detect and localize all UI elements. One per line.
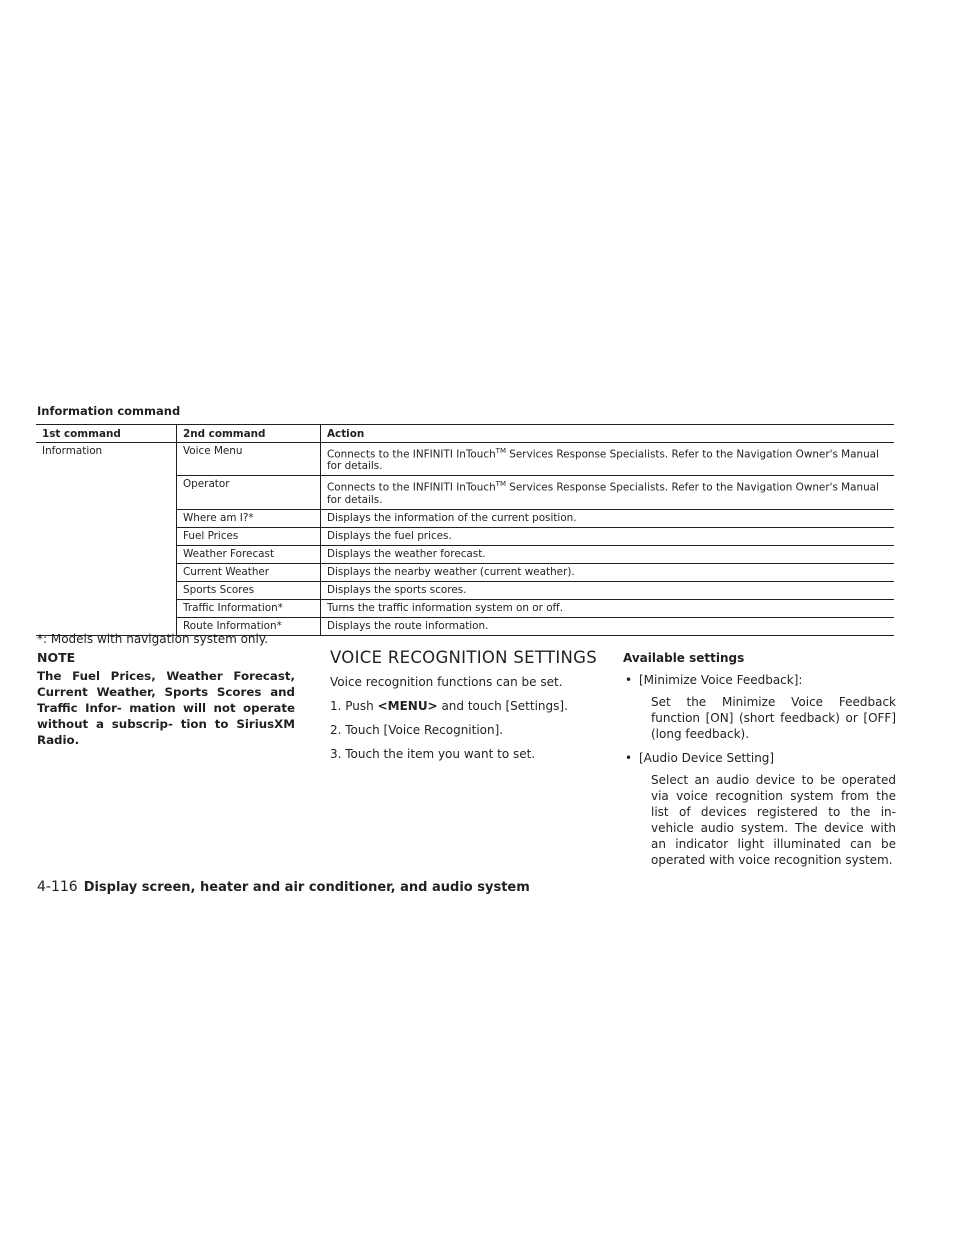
setting-item	[623, 750, 896, 766]
voice-settings-intro: Voice recognition functions can be set.	[330, 675, 563, 689]
action-cell: Displays the information of the current position.	[321, 509, 895, 527]
page-number: 4-116	[37, 879, 78, 895]
second-command-cell: Current Weather	[177, 563, 321, 581]
command-table	[36, 424, 894, 636]
action-cell: Displays the sports scores.	[321, 581, 895, 599]
table-header-row	[36, 425, 894, 443]
setting-description: Select an audio device to be operated via voice recognition system from the list of devices registered to the in-vehicle audio system. The device with an indicator light illuminated can be operated with voice recognition system.	[651, 773, 896, 867]
available-settings-heading: Available settings	[623, 651, 745, 665]
second-command-cell: Route Information*	[177, 617, 321, 635]
step-1: 1. Push <MENU> and touch [Settings].	[330, 699, 568, 713]
footnote: *: Models with navigation system only.	[37, 632, 269, 646]
setting-label: [Minimize Voice Feedback]:	[639, 673, 803, 687]
action-cell: Displays the weather forecast.	[321, 545, 895, 563]
bullet-icon: •	[625, 751, 633, 765]
page-footer	[37, 876, 530, 895]
first-command-cell: Information	[36, 443, 177, 636]
action-cell: Connects to the INFINITI InTouch™ Services Response Specialists. Refer to the Navigation Owner's Manual for details.	[321, 443, 895, 476]
note-heading: NOTE	[37, 650, 76, 665]
action-cell: Turns the traffic information system on or off.	[321, 599, 895, 617]
step-2: 2. Touch [Voice Recognition].	[330, 723, 504, 737]
menu-key-label: <MENU>	[377, 699, 438, 713]
second-command-cell: Operator	[177, 476, 321, 509]
watermark: carmanualsonline.info	[803, 1218, 954, 1232]
note-body: The Fuel Prices, Weather Forecast, Current Weather, Sports Scores and Traffic Infor- mation will not operate without a subscrip- tion to SiriusXM Radio.	[37, 669, 295, 747]
setting-description: Set the Minimize Voice Feedback function [ON] (short feedback) or [OFF] (long feedback).	[651, 695, 896, 741]
header-second-command: 2nd command	[177, 425, 321, 443]
voice-settings-title: VOICE RECOGNITION SETTINGS	[330, 648, 597, 667]
second-command-cell: Sports Scores	[177, 581, 321, 599]
step-3: 3. Touch the item you want to set.	[330, 747, 536, 761]
chapter-title: Display screen, heater and air conditioner, and audio system	[83, 880, 530, 895]
action-cell: Connects to the INFINITI InTouch™ Services Response Specialists. Refer to the Navigation Owner's Manual for details.	[321, 476, 895, 509]
second-command-cell: Fuel Prices	[177, 527, 321, 545]
action-cell: Displays the route information.	[321, 617, 895, 635]
second-command-cell: Voice Menu	[177, 443, 321, 476]
available-settings	[623, 650, 896, 876]
bullet-icon: •	[625, 673, 633, 687]
setting-item	[623, 672, 896, 688]
second-command-cell: Where am I?*	[177, 509, 321, 527]
setting-label: [Audio Device Setting]	[639, 751, 775, 765]
header-action: Action	[321, 425, 895, 443]
action-cell: Displays the fuel prices.	[321, 527, 895, 545]
table-row	[36, 443, 894, 476]
second-command-cell: Weather Forecast	[177, 545, 321, 563]
second-command-cell: Traffic Information*	[177, 599, 321, 617]
header-first-command: 1st command	[36, 425, 177, 443]
section-title: Information command	[37, 404, 181, 418]
action-cell: Displays the nearby weather (current weather).	[321, 563, 895, 581]
